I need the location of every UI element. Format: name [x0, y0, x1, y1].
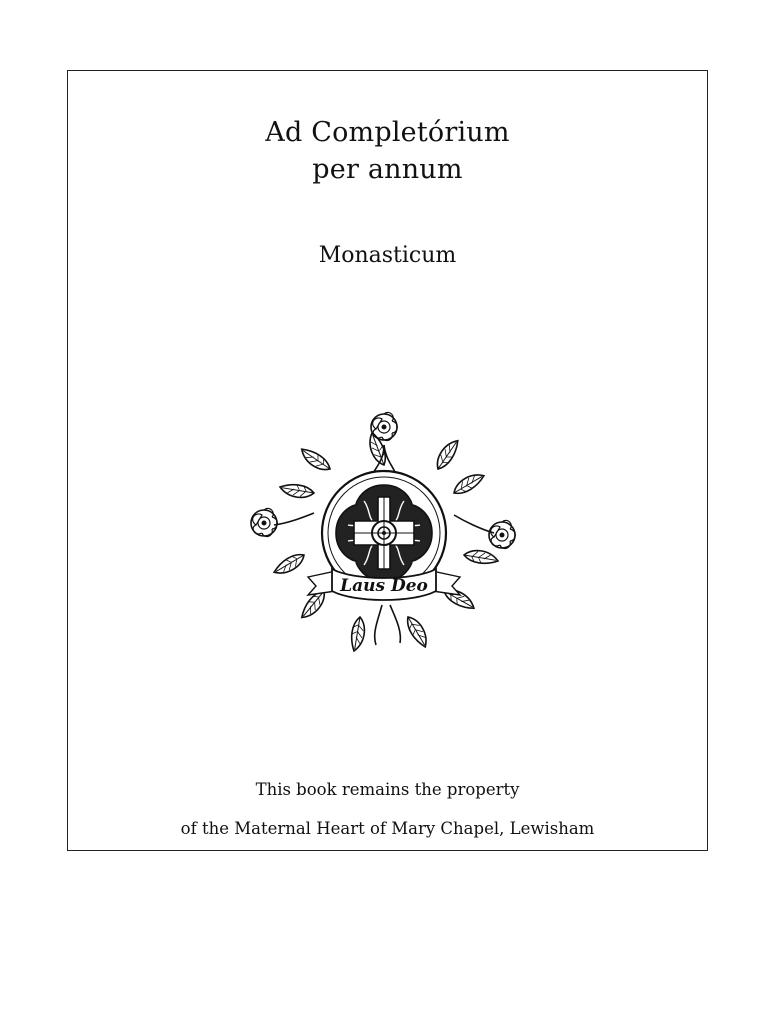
page-title — [68, 114, 707, 188]
laus-deo-emblem-icon — [244, 405, 524, 661]
ownership-line-1: This book remains the property — [255, 780, 520, 799]
title-line-1: Ad Completórium — [265, 117, 510, 148]
title-line-2: per annum — [312, 154, 463, 185]
ownership-line-2: of the Maternal Heart of Mary Chapel, Lewisham — [180, 819, 595, 838]
page-subtitle: Monasticum — [318, 243, 457, 268]
page-frame — [67, 70, 708, 851]
emblem-banner-text: Laus Deo — [340, 576, 428, 596]
